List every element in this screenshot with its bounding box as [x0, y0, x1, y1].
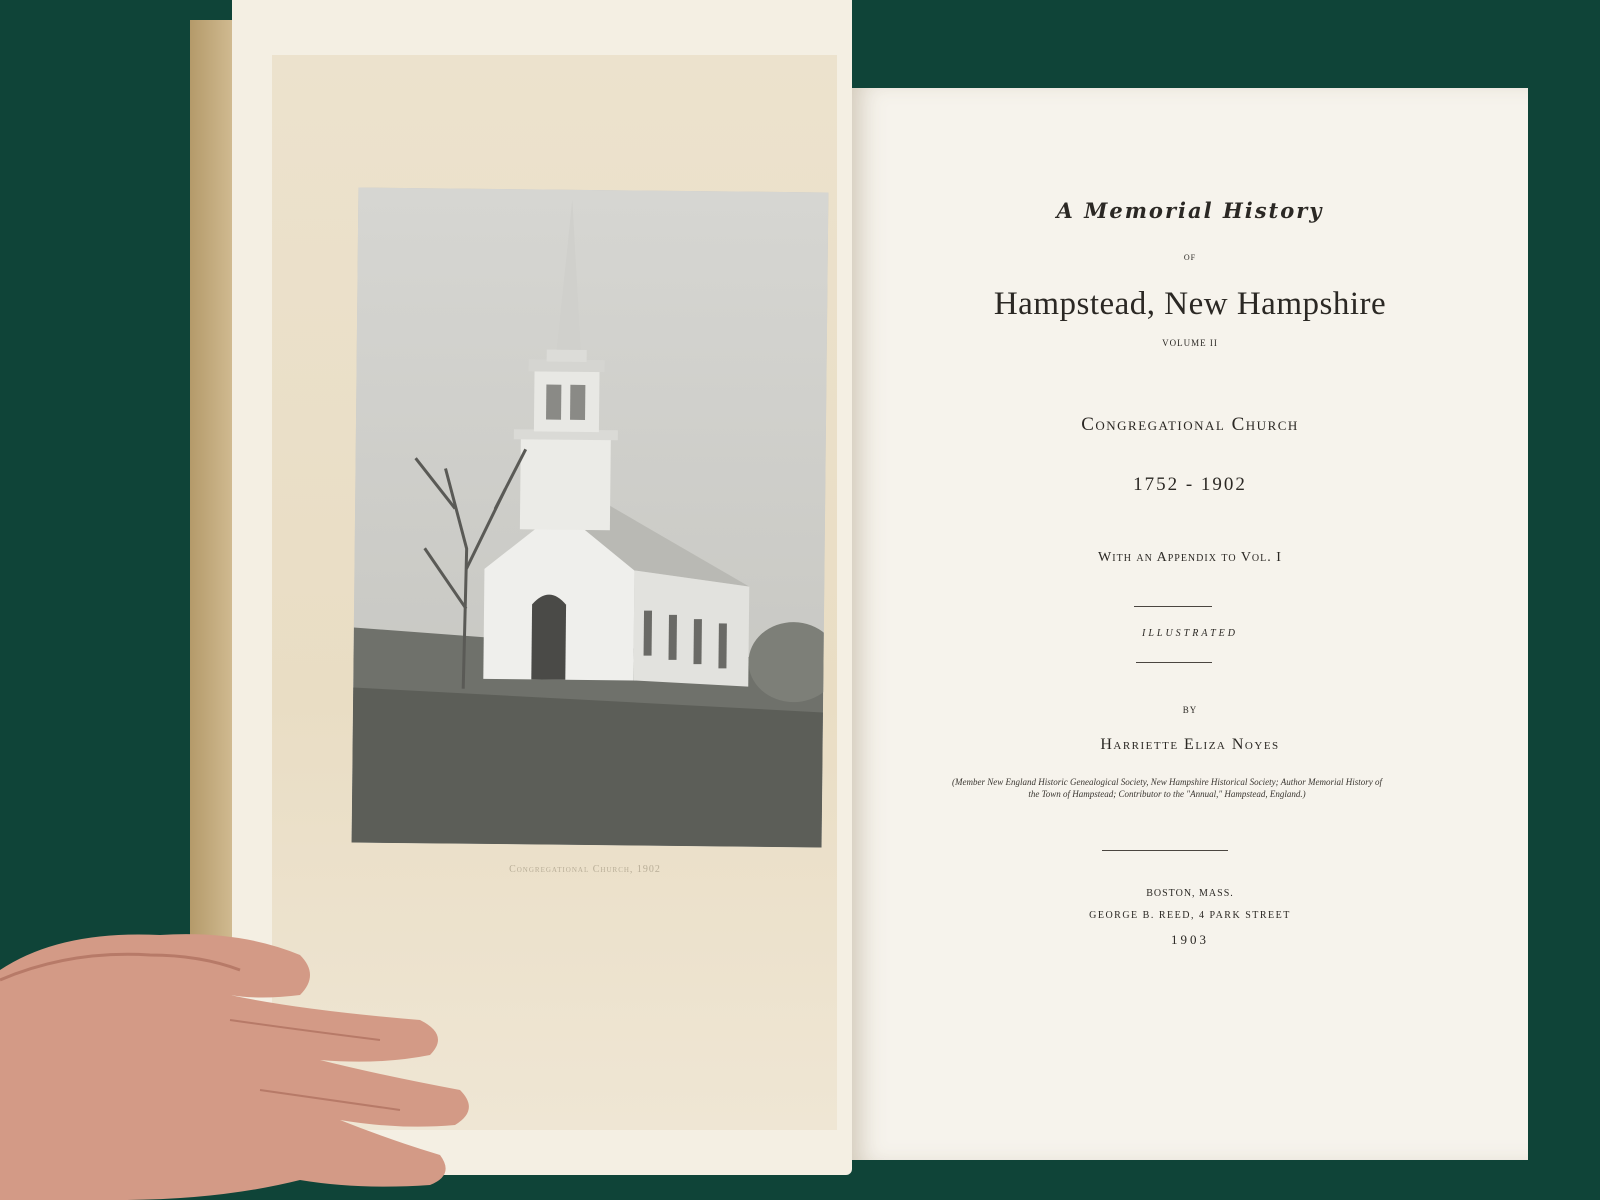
- author-name: Harriette Eliza Noyes: [1100, 736, 1280, 753]
- hand: [0, 900, 520, 1200]
- place-title: Hampstead, New Hampshire: [993, 286, 1387, 322]
- author-credentials: (Member New England Historic Genealogical Society, New Hampshire Historical Society; Author Memorial History of the Town of Hampstead; Contributor to the "Annual," Hampstead, England.): [952, 777, 1382, 799]
- years-range: 1752 - 1902: [1133, 474, 1247, 495]
- divider-rule: [1102, 850, 1228, 851]
- appendix-note: With an Appendix to Vol. I: [1098, 550, 1282, 565]
- photo-caption: Congregational Church, 1902: [509, 864, 661, 875]
- title-page: [852, 88, 1528, 1160]
- church-photograph: [352, 188, 829, 848]
- title-of: OF: [1183, 253, 1197, 262]
- imprint-year: 1903: [1171, 932, 1209, 947]
- illustrated-label: ILLUSTRATED: [1142, 628, 1238, 639]
- by-label: BY: [1182, 705, 1198, 715]
- volume-label: VOLUME II: [1162, 338, 1218, 348]
- imprint-publisher: GEORGE B. REED, 4 PARK STREET: [1089, 910, 1291, 921]
- divider-rule: [1136, 662, 1212, 663]
- church-subtitle: Congregational Church: [1081, 414, 1299, 435]
- book-title: A Memorial History: [1056, 198, 1324, 223]
- divider-rule: [1134, 606, 1212, 607]
- imprint-city: BOSTON, MASS.: [1146, 888, 1234, 899]
